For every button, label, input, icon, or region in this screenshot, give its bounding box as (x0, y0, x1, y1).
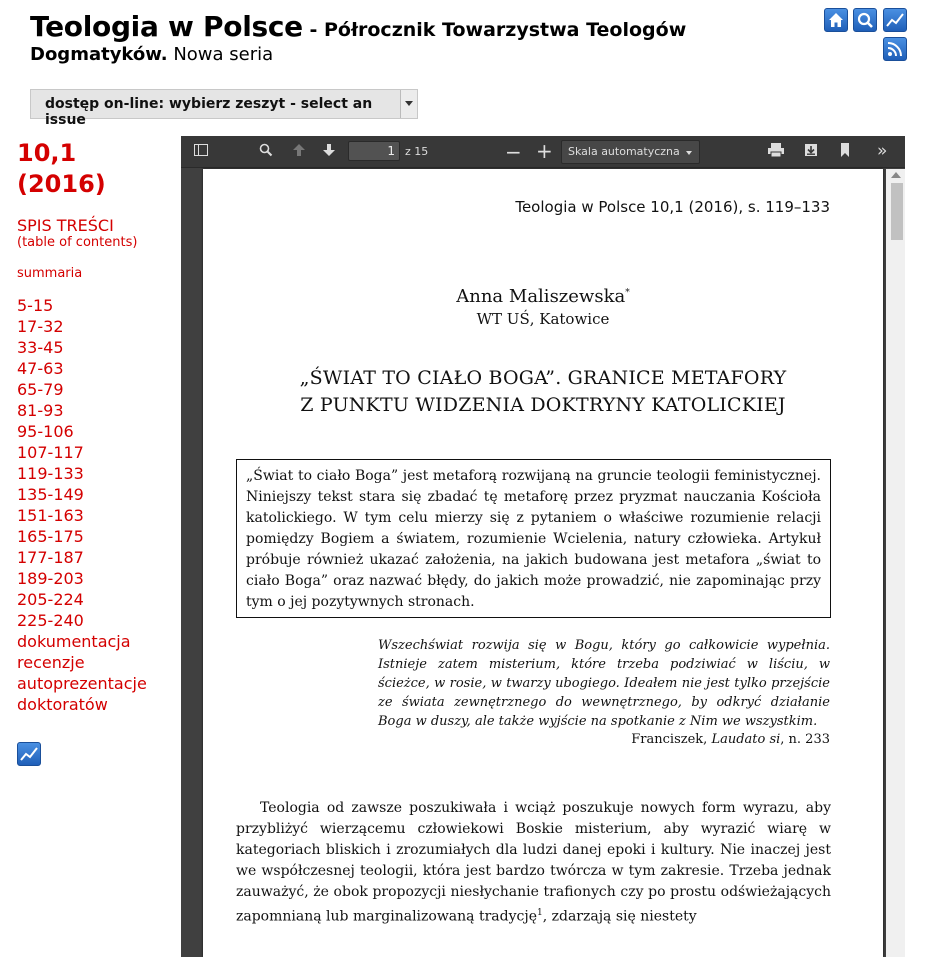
epigraph-ref: , n. 233 (780, 732, 830, 747)
zoom-out-icon[interactable]: − (505, 140, 522, 164)
print-icon[interactable] (767, 142, 785, 162)
epigraph-quote: Wszechświat rozwija się w Bogu, który go całkowicie wypełnia. Istnieje zatem misterium, które trzeba podziwiać w liściu, w ścieżce, w rosie, w twarzy ubogiego. Ideałem nie jest tylko przejście ze świata zewnętrznego do wewnętrznego, by odkryć działanie Boga w duszy, ale także wyjście na spotkanie z Nim we wszystkim. (378, 638, 830, 729)
sidebar (17, 138, 177, 715)
issue-select[interactable] (30, 89, 418, 128)
sidebar-toggle-icon[interactable] (193, 142, 209, 162)
viewer-toolbar (181, 136, 905, 168)
search-icon[interactable] (853, 8, 877, 32)
summaria-link[interactable]: summaria (17, 266, 83, 281)
article-link[interactable]: 81-93 (17, 401, 64, 420)
article-title-line: „ŚWIAT TO CIAŁO BOGA”. GRANICE METAFORY (299, 367, 787, 389)
affiliation: WT UŚ, Katowice (476, 310, 610, 328)
article-link[interactable]: 151-163 (17, 506, 84, 525)
pdf-page (203, 169, 883, 957)
article-link[interactable]: 119-133 (17, 464, 84, 483)
stats-icon[interactable] (883, 8, 907, 32)
body-text: Teologia od zawsze poszukiwała i wciąż poszukuje nowych form wyrazu, aby przybliżyć wierzącemu człowiekowi Boskie misterium, aby wyrazić wiarę w kategoriach bliskich i zrozumiałych dla ludzi danej epoki i kultury. Nie inaczej jest we współczesnej teologii, która jest bardzo twórcza w tym zakresie. Trzeba jednak zauważyć, że obok propozycji niesłychanie trafionych czy po prostu odświeżających zapomnianą lub marginalizowaną tradycję (236, 800, 831, 925)
article-link[interactable]: 189-203 (17, 569, 84, 588)
page-number-input[interactable]: 1 (348, 141, 400, 161)
article-link[interactable]: 65-79 (17, 380, 64, 399)
scale-select-label: Skala automatyczna (568, 145, 680, 158)
scale-select[interactable] (561, 140, 700, 164)
abstract-box: „Świat to ciało Boga” jest metaforą rozwijaną na gruncie teologii feministycznej. Niniejszy tekst stara się zbadać tę metaforę przez pryzmat nauczania Kościoła katolickiego. W tym celu mierzy się z pytaniem o właściwe rozumienie relacji pomiędzy Bogiem a światem, rozumienie Wcielenia, natury człowieka. Artykuł próbuje również ukazać założenia, na jakich budowana jest metafora „świat to ciało Boga” oraz nazwać błędy, do jakich może prowadzić, nie zapominając przy tym o jej pozytywnych stronach. (236, 459, 831, 618)
find-icon[interactable] (258, 142, 274, 162)
scrollbar-thumb[interactable] (891, 183, 903, 240)
article-link[interactable]: 47-63 (17, 359, 64, 378)
article-links (17, 295, 177, 715)
epigraph-source (378, 732, 830, 747)
tools-icon[interactable]: » (877, 141, 888, 161)
author-text: Anna Maliszewska (456, 286, 626, 307)
body-text-end: , zdarzają się niestety (542, 908, 697, 925)
footnote-ref[interactable]: 1 (536, 908, 543, 918)
article-link[interactable]: 205-224 (17, 590, 84, 609)
article-link[interactable]: 33-45 (17, 338, 64, 357)
series-label: Nowa seria (167, 44, 274, 65)
article-link[interactable]: 17-32 (17, 317, 64, 336)
issue-number: 10,1 (17, 139, 77, 167)
next-page-icon[interactable] (321, 142, 337, 162)
author-name (203, 286, 883, 307)
article-link[interactable]: 177-187 (17, 548, 84, 567)
page-count: z 15 (405, 145, 429, 158)
download-icon[interactable] (803, 142, 819, 162)
reviews-link[interactable]: recenzje (17, 653, 85, 672)
previous-page-icon[interactable] (291, 142, 307, 162)
journal-subtitle: Półrocznik Towarzystwa Teologów (323, 19, 687, 41)
doctorates-link[interactable]: doktoratów (17, 695, 108, 714)
site-header (30, 10, 790, 65)
chevron-down-icon[interactable] (400, 90, 417, 118)
rss-icon[interactable] (883, 37, 907, 61)
chevron-down-icon (686, 151, 692, 155)
zoom-in-icon[interactable]: + (536, 139, 553, 163)
pdf-viewer (181, 136, 905, 957)
article-link[interactable]: 5-15 (17, 296, 54, 315)
epigraph-work: Laudato si (711, 732, 781, 747)
documentation-link[interactable]: dokumentacja (17, 632, 131, 651)
body-paragraph (236, 798, 831, 928)
self-presentations-link[interactable]: autoprezentacje (17, 674, 147, 693)
article-title (203, 365, 883, 419)
journal-subtitle-cont: Dogmatyków. (30, 44, 168, 65)
article-link[interactable]: 225-240 (17, 611, 84, 630)
viewer-scrollbar[interactable] (886, 169, 905, 957)
toc-link[interactable]: SPIS TREŚCI (17, 216, 114, 235)
article-link[interactable]: 107-117 (17, 443, 84, 462)
epigraph-author: Franciszek, (631, 732, 712, 747)
title-dash: - (302, 19, 324, 41)
bookmark-icon[interactable] (838, 142, 852, 162)
article-title-line: Z PUNKTU WIDZENIA DOKTRYNY KATOLICKIEJ (300, 394, 786, 416)
running-head: Teologia w Polsce 10,1 (2016), s. 119–133 (515, 198, 830, 216)
scroll-up-icon[interactable] (891, 172, 901, 178)
toc-sub-link[interactable]: (table of contents) (17, 235, 138, 250)
issue-year: (2016) (17, 170, 106, 198)
article-link[interactable]: 95-106 (17, 422, 74, 441)
issue-select-label: dostęp on-line: wybierz zeszyt - select an issue (45, 96, 373, 128)
article-link[interactable]: 165-175 (17, 527, 84, 546)
stats-icon[interactable] (17, 742, 41, 766)
journal-title[interactable]: Teologia w Polsce (30, 10, 303, 43)
article-link[interactable]: 135-149 (17, 485, 84, 504)
home-icon[interactable] (824, 8, 848, 32)
author-footnote-mark: * (625, 288, 630, 298)
